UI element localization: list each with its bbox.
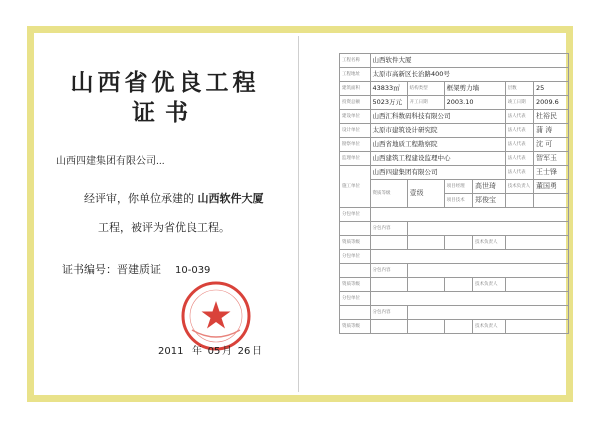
certificate-subtitle: 证书 — [132, 99, 198, 126]
date-year-unit: 年 — [192, 346, 202, 357]
table-cell — [370, 236, 407, 250]
table-cell: 沈 可 — [534, 138, 569, 152]
table-row — [340, 264, 569, 278]
table-cell: 分包内容 — [370, 222, 407, 236]
company-name: 山西四建集团有限公司 — [56, 156, 156, 167]
date-month-unit: 月 — [222, 346, 232, 357]
table-row — [340, 152, 569, 166]
table-cell: 分包单位 — [340, 250, 371, 264]
date-year: 2011 — [158, 346, 184, 357]
table-cell: 建筑面积 — [340, 82, 371, 96]
table-cell — [534, 194, 569, 208]
table-cell: 25 — [534, 82, 569, 96]
table-cell — [407, 278, 444, 292]
table-cell: 监理单位 — [340, 152, 371, 166]
award-text-line2: 工程，被评为省优良工程。 — [98, 221, 230, 234]
table-cell: 工程名称 — [340, 54, 371, 68]
table-cell: 资质等级 — [340, 320, 371, 334]
table-cell: 分包单位 — [340, 208, 371, 222]
table-row — [340, 54, 569, 68]
table-cell: 山西软件大厦 — [370, 54, 568, 68]
table-cell: 技术负责人 — [472, 320, 505, 334]
table-cell: 分包内容 — [370, 264, 407, 278]
table-row — [340, 82, 569, 96]
certificate-title: 山西省优良工程 — [70, 69, 260, 96]
table-cell — [444, 236, 472, 250]
table-cell — [370, 292, 568, 306]
page-fold-divider — [298, 36, 299, 392]
table-cell — [407, 222, 568, 236]
table-cell: 法人代表 — [505, 152, 533, 166]
table-cell: 技术负责人 — [472, 278, 505, 292]
project-info-table — [339, 53, 559, 348]
table-cell: 法人代表 — [505, 124, 533, 138]
table-cell — [444, 278, 472, 292]
table-cell — [340, 306, 371, 320]
table-cell — [370, 278, 407, 292]
table-cell: 开工日期 — [407, 96, 444, 110]
table-row — [340, 68, 569, 82]
table-cell: 层数 — [505, 82, 533, 96]
table-cell: 法人代表 — [505, 166, 533, 180]
table-cell: 工程地址 — [340, 68, 371, 82]
awarded-company — [56, 152, 165, 167]
award-prefix: 经评审，你单位承建的 — [84, 192, 194, 205]
table-cell: 技术负责人 — [505, 180, 533, 194]
table-cell — [505, 320, 568, 334]
table-cell: 太原市高新区长治路400号 — [370, 68, 568, 82]
table-cell — [505, 236, 568, 250]
table-row — [340, 110, 569, 124]
table-cell: 勘察单位 — [340, 138, 371, 152]
table-cell: 43833㎡ — [370, 82, 407, 96]
table-cell: 法人代表 — [505, 110, 533, 124]
table-cell: 结构类型 — [407, 82, 444, 96]
table-cell: 资质等级 — [340, 236, 371, 250]
issue-date — [158, 342, 266, 357]
table-cell — [340, 222, 371, 236]
table-cell: 董国勇 — [534, 180, 569, 194]
table-cell: 蒲 涛 — [534, 124, 569, 138]
table-row — [340, 222, 569, 236]
table-cell: 王士锋 — [534, 166, 569, 180]
table-row — [340, 180, 569, 194]
table-cell: 资质等级 — [340, 278, 371, 292]
table-row — [340, 124, 569, 138]
table-cell: 项目经理 — [444, 180, 472, 194]
table-cell: 山西汇科数码科技有限公司 — [370, 110, 505, 124]
table-cell: 山西四建集团有限公司 — [370, 166, 505, 180]
certificate-number-label: 证书编号：晋建质证 — [62, 263, 161, 276]
table-cell — [505, 278, 568, 292]
table-row — [340, 166, 569, 180]
table-cell — [407, 236, 444, 250]
table-row — [340, 250, 569, 264]
table-row — [340, 138, 569, 152]
table-cell: 法人代表 — [505, 138, 533, 152]
table-cell: 项目技术 — [444, 194, 472, 208]
table-row — [340, 236, 569, 250]
table-cell: 5023万元 — [370, 96, 407, 110]
project-name: 山西软件大厦 — [197, 192, 264, 205]
table-cell: 竣工日期 — [505, 96, 533, 110]
table-cell: 投资总额 — [340, 96, 371, 110]
table-row — [340, 292, 569, 306]
table-cell — [370, 250, 568, 264]
table-cell: 技术负责人 — [472, 236, 505, 250]
table-cell: 建设单位 — [340, 110, 371, 124]
table-cell: 施工单位 — [340, 166, 371, 208]
table-cell — [407, 306, 568, 320]
table-cell — [370, 320, 407, 334]
table-cell — [370, 208, 568, 222]
table-cell: 山西建筑工程建设监理中心 — [370, 152, 505, 166]
table-cell: 智军玉 — [534, 152, 569, 166]
table-cell: 壹级 — [407, 180, 444, 208]
table-cell — [407, 264, 568, 278]
table-cell: 分包单位 — [340, 292, 371, 306]
table-row — [340, 208, 569, 222]
table-cell — [407, 320, 444, 334]
table-row — [340, 320, 569, 334]
certificate-number-value: 10-039 — [175, 265, 211, 276]
table-cell — [505, 194, 533, 208]
table-cell: 2003.10 — [444, 96, 505, 110]
award-text-line1 — [84, 190, 264, 206]
table-cell: 高世琦 — [472, 180, 505, 194]
date-day-unit: 日 — [252, 346, 262, 357]
table-cell: 2009.6 — [534, 96, 569, 110]
table-cell: 资质等级 — [370, 180, 407, 208]
date-month: 05 — [207, 346, 221, 357]
table-cell: 太原市建筑设计研究院 — [370, 124, 505, 138]
certificate-number — [62, 261, 210, 277]
table-cell: 设计单位 — [340, 124, 371, 138]
table-cell: 山西省地质工程勘察院 — [370, 138, 505, 152]
table-row — [340, 96, 569, 110]
table-row — [340, 306, 569, 320]
company-trail: ... — [156, 157, 165, 167]
table-cell: 框架剪力墙 — [444, 82, 505, 96]
table-cell: 分包内容 — [370, 306, 407, 320]
date-day: 26 — [237, 346, 251, 357]
table-row — [340, 278, 569, 292]
table-cell — [444, 320, 472, 334]
table-cell: 杜裕民 — [534, 110, 569, 124]
table-cell: 郑俊宝 — [472, 194, 505, 208]
table-cell — [340, 264, 371, 278]
